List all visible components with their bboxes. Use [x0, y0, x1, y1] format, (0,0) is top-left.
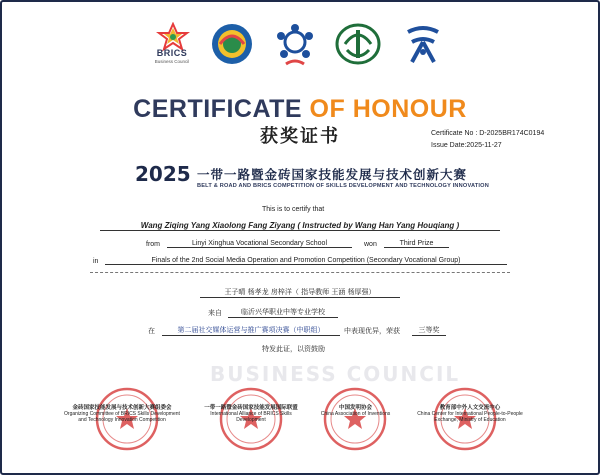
- from-label: from: [146, 241, 160, 248]
- won-label: won: [364, 241, 377, 248]
- prize-name: Third Prize: [384, 240, 449, 248]
- org-organizing-committee: [62, 405, 182, 423]
- title-main-dark: CERTIFICATE: [133, 95, 303, 123]
- certificate-title: [0, 95, 600, 124]
- org-name-cn: 金砖国家技能发展与技术创新大赛组委会: [72, 405, 172, 411]
- org-name-en: Organizing Committee of BRICS Skills Development and Technology Innovation Competition: [64, 411, 180, 423]
- issue-date: Issue Date:2025-11-27: [431, 142, 502, 149]
- performance-text-chinese: 中表现优异，荣获: [344, 327, 400, 335]
- in-label: in: [93, 258, 99, 265]
- ribbon-emblem-icon: [400, 22, 446, 66]
- title-main-orange: OF HONOUR: [309, 95, 467, 123]
- org-name-cn: 中国发明协会: [338, 405, 372, 411]
- org-association-inventions: [313, 405, 398, 417]
- org-name-cn: 教育部中外人文交流中心: [439, 405, 501, 411]
- event-name-chinese: 第二届社交媒体运营与推广赛项决赛（中职组）: [162, 325, 340, 336]
- certificate-meta: [431, 128, 544, 152]
- certificate-number: Certificate No : D-2025BR174C0194: [431, 130, 545, 137]
- competition-name-chinese: 一带一路暨金砖国家技能发展与技术创新大赛: [197, 167, 468, 182]
- event-name: Finals of the 2nd Social Media Operation and Promotion Competition (Secondary Vocational Group): [105, 257, 507, 265]
- school-name-chinese: 临沂兴华职业中等专业学校: [228, 307, 338, 318]
- watermark: BUSINESS COUNCIL: [210, 362, 461, 386]
- prize-name-chinese: 三等奖: [412, 325, 446, 336]
- brics-logo-subtext: Business Council: [154, 59, 190, 64]
- org-exchange-center: [410, 405, 530, 423]
- section-divider: [90, 272, 510, 273]
- certify-intro: This is to certify that: [262, 206, 325, 213]
- red-seal-icon: [322, 386, 388, 452]
- in-label-chinese: 在: [148, 327, 155, 335]
- org-name-en: China Association of Inventions: [320, 411, 391, 417]
- competition-year: 2025: [135, 162, 191, 186]
- brics-logo: [150, 22, 196, 68]
- school-name: Linyi Xinghua Vocational Secondary School: [167, 240, 352, 248]
- org-name-en: International Alliance of BRICS Skills Development: [210, 411, 292, 423]
- people-emblem-logo: [272, 22, 318, 68]
- globe-emblem-icon: [210, 22, 254, 66]
- brics-logo-text: BRICS: [156, 48, 188, 58]
- globe-emblem-logo: [210, 22, 256, 68]
- association-emblem-logo: [335, 22, 381, 68]
- people-emblem-icon: [272, 22, 318, 66]
- org-name-cn: 一带一路暨金砖国家技能发展国际联盟: [204, 405, 298, 411]
- org-international-alliance: [196, 405, 306, 423]
- competition-name-english: BELT & ROAD AND BRICS COMPETITION OF SKILLS DEVELOPMENT AND TECHNOLOGY INNOVATION: [197, 183, 489, 189]
- certificate-title-chinese: 获奖证书: [260, 126, 340, 147]
- from-label-chinese: 来自: [208, 309, 222, 317]
- logo-row: [150, 22, 450, 74]
- ribbon-emblem-logo: [400, 22, 446, 68]
- org-name-en: China Center for International People-to-People Exchange, Ministry of Education: [417, 411, 523, 423]
- recipient-names: Wang Ziqing Yang Xiaolong Fang Ziyang ( Instructed by Wang Han Yang Houqiang ): [100, 221, 500, 231]
- closing-text-chinese: 特发此证，以资鼓励: [262, 345, 325, 353]
- seal-association-inventions: [322, 386, 388, 452]
- recipient-names-chinese: 王子晴 杨孝龙 房梓洋（ 指导教师 王涵 杨厚强）: [200, 287, 400, 298]
- association-emblem-icon: [335, 22, 381, 66]
